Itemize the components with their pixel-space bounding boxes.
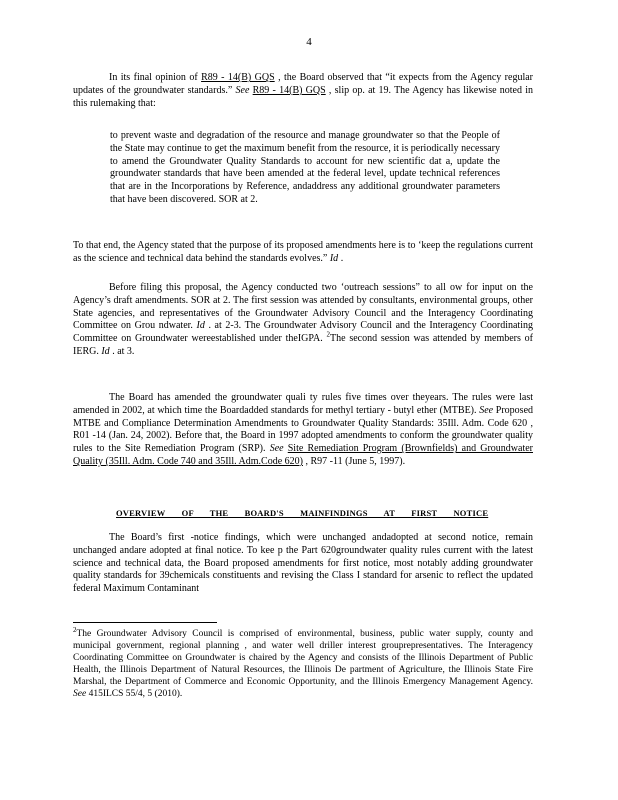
p1-text-a: In its final opinion of (109, 72, 202, 83)
p4-text-a: The Board has amended the groundwater quali ty rules five times over theyears. The rules were last amended in 2002, at which time the Boardadded standards for methyl tertiary - butyl ether (MTBE). (73, 392, 533, 416)
paragraph-outreach (73, 282, 533, 359)
case-citation-r89-second: R89 - 14(B) GQS (252, 84, 326, 96)
p2-text-a: To that end, the Agency stated that the purpose of its proposed amendments here is to ‘keep the regulations current as the science and technical data behind the standards evolves.” (73, 240, 533, 264)
footnote-text-a: The Groundwater Advisory Council is comprised of environmental, business, public water supply, county and municipal government, regional planning , and water well driller interest grouprepresentatives. The Interagency Coordinating Committee on Groundwater is chaired by the Agency and consists of the Illinois Department of Public Health, the Illinois Department of Natural Resources, the Illinois De partment of Agriculture, the Illinois State Fire Marshal, the Department of Commerce and Economic Opportunity, and the Illinois Emergency Management Agency. (73, 629, 533, 687)
footnote-number: 2 (73, 625, 77, 634)
page-number: 4 (306, 36, 312, 48)
p1-text-c: , slip op. at 19. The Agency has likewise noted in this rulemaking that: (73, 84, 533, 109)
section-heading: OVERVIEW OF THE BOARD'S MAINFINDINGS AT FIRST NOTICE (116, 508, 489, 518)
paragraph-findings: The Board’s first -notice findings, which were unchanged andadopted at second notice, remain unchanged andare adopted at final notice. To kee p the Part 620groundwater quality rules current with the latest science and technical data, the Board proposed amendments for first notice, most notably adding groundwater quality standards for 39chemicals constituents and revising the Class I standard for arsenic to reflect the updated federal Maximum Contaminant (73, 532, 533, 595)
p3-text-b: . at 2-3. The Groundwater Advisory Council and the Interagency Coordinating Committee on Groundwater wereestablished under theIGPA. (73, 320, 533, 345)
footnote (73, 625, 533, 700)
paragraph-amendment-history (73, 392, 533, 469)
p3-text-c: The second session was attended by members of IERG. (73, 333, 533, 357)
case-citation-r89: R89 - 14(B) GQS (201, 72, 275, 83)
footnote-divider (73, 622, 217, 623)
case-citation-r97: Site Remediation Program (Brownfields) and Groundwater Quality (35Ill. Adm. Code 740 and 35Ill. Adm.Code 620) (73, 443, 533, 467)
see-signal: See (73, 689, 87, 699)
p2-text-b: . (338, 252, 344, 264)
block-quote: to prevent waste and degradation of the resource and manage groundwater so that the People of the State may continue to get the maximum benefit from the resource, it is periodically necessary to amend the Groundwater Quality Standards to account for new scientific dat a, update the groundwater standards that have been amended at the federal level, update technical references that are in the Incorporations by Reference, andaddress any additional groundwater parameters that have been discovered. SOR at 2. (110, 130, 500, 205)
p4-text-c: , R97 -11 (June 5, 1997). (302, 455, 406, 467)
see-signal: See (235, 84, 250, 96)
id-signal: Id (101, 345, 110, 357)
footnote-text-b: 415ILCS 55/4, 5 (2010). (86, 689, 183, 699)
id-signal: Id (329, 252, 339, 264)
footnote-reference: 2 (326, 330, 331, 339)
p3-text-a: Before filing this proposal, the Agency conducted two ‘outreach sessions” to all ow for input on the Agency’s draft amendments. SOR at 2. The first session was attended by consultants, environmental groups, other State agencies, and representatives of the Groundwater Advisory Council and the Interagency Coordinating Committee on Grou ndwater. (73, 282, 533, 332)
p4-text-b: Proposed MTBE and Compliance Determination Amendments to Groundwater Quality Standards: 35Ill. Adm. Code 620 , R01 -14 (Jan. 24, 2002). Before that, the Board in 1997 adopted amendments to conform the groundwater quality rules to the Site Remediation Program (SRP). (73, 404, 534, 455)
paragraph-final-opinion (73, 72, 533, 110)
see-signal: See (269, 443, 284, 455)
paragraph-purpose (73, 240, 533, 266)
see-signal: See (479, 404, 494, 416)
p3-text-d: . at 3. (109, 345, 135, 357)
p1-text-b: , the Board observed that “it expects from the Agency regular updates of the groundwater standards.” (73, 72, 533, 96)
id-signal: Id (196, 320, 205, 332)
